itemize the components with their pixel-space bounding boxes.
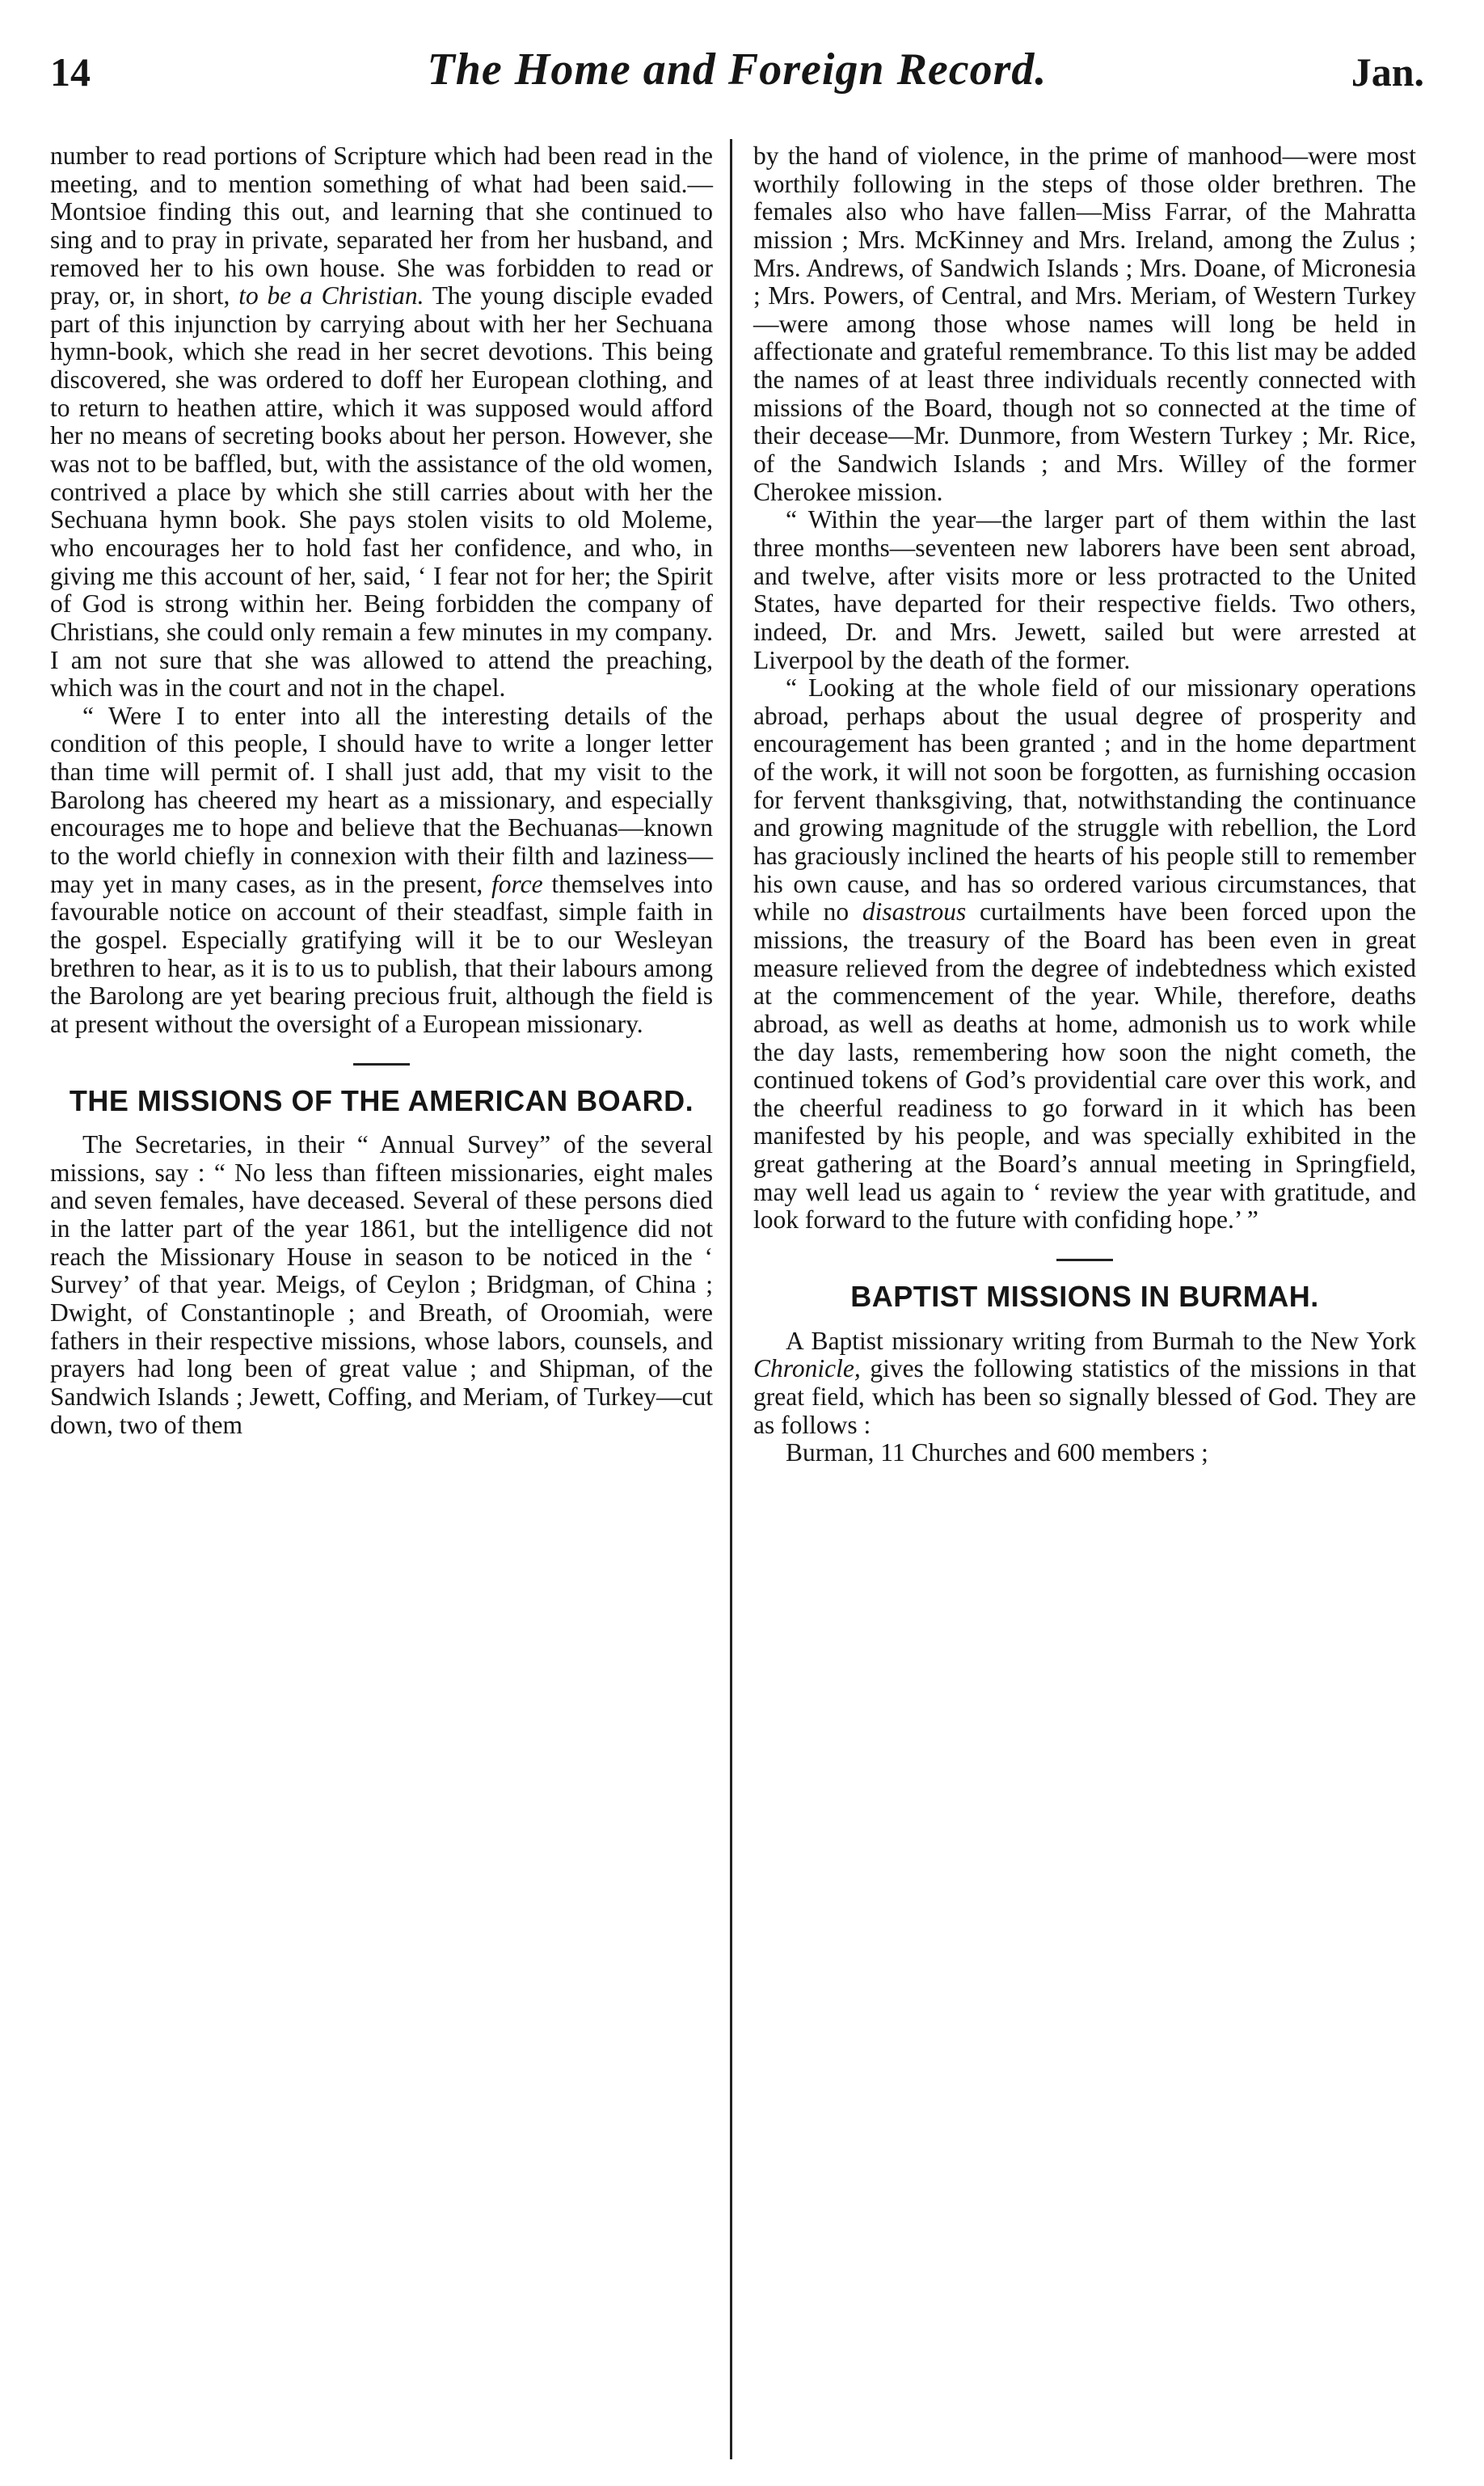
left-p1-rest: The young disciple evaded part of this injunction by carrying about with her her Sechuana hymn-book, which she read in her secret devotions. This being discovered, she was ordered to doff her European clothing, and to return to heathen attire, which it was supposed would afford her no means of secreting books about her person. However, she was not to be baffled, but, with the assistance of the old women, contrived a place by which she still carries about with her the Sechuana hymn book. She pays stolen visits to old Moleme, who encourages her to hold fast her confidence, and who, in giving me this account of her, said, ‘ I fear not for her; the Spirit of God is strong within her. Being forbidden the company of Christians, she could only remain a few minutes in my company. I am not sure that she was allowed to attend the preaching, which was in the court and not in the chapel.	[50, 281, 714, 703]
left-p2-text: “ Were I to enter into all the interesting details of the condition of this people, I should have to write a longer letter than time will permit of. I shall just add, that my visit to the Barolong has cheered my heart as a missionary, and especially encourages me to hope and believe that the Bechuanas—known to the world chiefly in connexion with their filth and laziness—may yet in many cases, as in the present,	[50, 701, 713, 898]
left-p1-emphasis: to be a Christian.	[238, 281, 424, 310]
right-p3-rest: curtailments have been forced upon the missions, the treasury of the Board has been even in great measure relieved from the degree of indebtedness which existed at the commencement of the year. While, therefore, deaths abroad, as well as deaths at home, admonish us to work while the day lasts, remembering how soon the night cometh, the continued tokens of God’s providential care over this work, and the cheerful readiness to go forward in it which has been manifested by his people, and was specially exhibited in the great gathering at the Board’s annual meeting in Springfield, may well lead us again to ‘ review the year with gratitude, and look forward to the future with confiding hope.’ ”	[753, 897, 1417, 1235]
page-month: Jan.	[1351, 49, 1424, 95]
column-divider	[730, 139, 732, 2459]
section-separator-right	[1056, 1259, 1113, 1261]
right-paragraph-4	[753, 1327, 1416, 1440]
left-paragraph-1	[50, 142, 713, 703]
right-column	[753, 142, 1416, 1467]
right-paragraph-1: by the hand of violence, in the prime of manhood—were most worthily following in the steps of those older brethren. The females also who have fallen—Miss Farrar, of the Mahratta mission ; Mrs. McKinney and Mrs. Ireland, among the Zulus ; Mrs. Andrews, of Sandwich Islands ; Mrs. Doane, of Micronesia ; Mrs. Powers, of Central, and Mrs. Meriam, of Western Turkey—were among those whose names will long be held in affectionate and grateful remembrance. To this list may be added the names of at least three individuals recently connected with missions of the Board, though not so connected at the time of their decease—Mr. Dunmore, from Western Turkey ; Mr. Rice, of the Sandwich Islands ; and Mrs. Willey of the former Cherokee mission.	[753, 141, 1416, 506]
right-paragraph-3	[753, 674, 1416, 1235]
left-p2-emphasis: force	[491, 869, 543, 898]
left-p1-text: number to read portions of Scripture which had been read in the meeting, and to mention something of what had been said.—Montsioe finding this out, and learning that she continued to sing and to pray in private, separated her from her husband, and removed her to his own house. She was forbidden to read or pray, or, in short,	[50, 141, 713, 310]
section-heading-baptist-burmah: BAPTIST MISSIONS IN BURMAH.	[850, 1279, 1319, 1313]
right-p3-emphasis: disastrous	[862, 897, 967, 926]
right-p4-rest: gives the following statistics of the missions in that great field, which has been so signally blessed of God. They are as follows :	[753, 1354, 1416, 1439]
left-paragraph-2	[50, 703, 713, 1039]
section-heading-american-board: THE MISSIONS OF THE AMERICAN BOARD.	[69, 1083, 694, 1117]
page-number: 14	[50, 49, 91, 95]
right-paragraph-5: Burman, 11 Churches and 600 members ;	[786, 1438, 1208, 1467]
right-p3-text: “ Looking at the whole field of our missionary operations abroad, perhaps about the usual degree of prosperity and encouragement has been granted ; and in the home department of the work, it will not soon be forgotten, as furnishing occasion for fervent thanksgiving, that, notwithstanding the continuance and growing magnitude of the struggle with rebellion, the Lord has graciously inclined the hearts of his people still to remember his own cause, and has so ordered various circumstances, that while no	[753, 673, 1416, 926]
left-p2-rest: themselves into favourable notice on account of their steadfast, simple faith in the gospel. Especially gratifying will it be to our Wesleyan brethren to hear, as it is to us to publish, that their labours among the Barolong are yet bearing precious fruit, although the field is at present without the oversight of a European missionary.	[50, 869, 713, 1038]
left-column	[50, 142, 713, 1439]
section-separator	[353, 1063, 410, 1066]
running-title: The Home and Foreign Record.	[427, 44, 1048, 95]
right-p4-emphasis: Chronicle,	[753, 1354, 861, 1383]
page-header	[50, 44, 1424, 108]
right-paragraph-2: “ Within the year—the larger part of them within the last three months—seventeen new laborers have been sent abroad, and twelve, after visits more or less protracted to the United States, have departed for their respective fields. Two others, indeed, Dr. and Mrs. Jewett, sailed but were arrested at Liverpool by the death of the former.	[753, 505, 1416, 674]
right-p4-text: A Baptist missionary writing from Burmah to the New York	[786, 1326, 1416, 1355]
left-paragraph-3: The Secretaries, in their “ Annual Survey” of the several missions, say : “ No less than fifteen missionaries, eight males and seven females, have deceased. Several of these persons died in the latter part of the year 1861, but the intelligence did not reach the Missionary House in season to be noticed in the ‘ Survey’ of that year. Meigs, of Ceylon ; Bridgman, of China ; Dwight, of Constantinople ; and Breath, of Oroomiah, were fathers in their respective missions, whose labors, counsels, and prayers had long been of great value ; and Shipman, of the Sandwich Islands ; Jewett, Coffing, and Meriam, of Turkey—cut down, two of them	[50, 1130, 713, 1439]
